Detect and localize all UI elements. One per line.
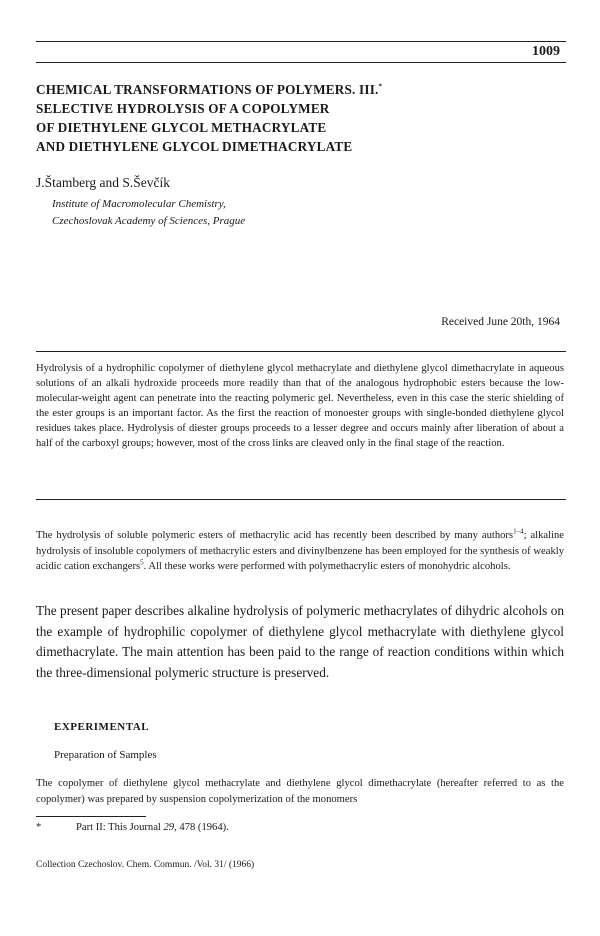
intro-paragraph-1: The hydrolysis of soluble polymeric esters of methacrylic acid has recently been described by many authors$^{1-4}$; alkaline hydrolysis of insoluble copolymers of methacrylic esters and divinylbenzene has been employed for the synthesis of weakly acidic cation exchangers$^5$. All these works were performed with polymethacrylic esters of monohydric alcohols.: [36, 527, 564, 572]
reference-1-4: 1–4: [513, 527, 524, 536]
experimental-paragraph-1: The copolymer of diethylene glycol methacrylate and diethylene glycol dimethacrylate (hereafter referred to as the copolymer) was prepared by suspension copolymerization of the monomers: [36, 778, 564, 805]
footnote-mark: *: [36, 822, 42, 833]
abstract-bottom-rule: [36, 499, 566, 500]
footnote: * Part II: This Journal 29, 478 (1964).: [36, 822, 229, 833]
journal-footer: Collection Czechoslov. Chem. Commun. /Vol. 31/ (1966): [36, 860, 255, 870]
header-rule-lower: [36, 62, 566, 63]
title-footnote-mark: *: [378, 82, 383, 91]
affiliation-line-2: Czechoslovak Academy of Sciences, Prague: [52, 215, 246, 227]
reference-5: 5: [140, 558, 144, 567]
footnote-rule: [36, 816, 146, 817]
page-number: 1009: [532, 44, 560, 59]
subheading-preparation: Preparation of Samples: [54, 749, 157, 761]
section-heading-experimental: EXPERIMENTAL: [54, 721, 150, 733]
affiliation: [52, 196, 245, 230]
header-rule: [36, 41, 566, 42]
title-line-2: SELECTIVE HYDROLYSIS OF A COPOLYMER: [36, 101, 330, 116]
abstract-top-rule: [36, 351, 566, 352]
title-line-1: CHEMICAL TRANSFORMATIONS OF POLYMERS. III.*: [36, 82, 383, 97]
title-line-3: OF DIETHYLENE GLYCOL METHACRYLATE: [36, 120, 327, 135]
authors: J.Štamberg and S.Ševčík: [36, 175, 170, 190]
abstract: Hydrolysis of a hydrophilic copolymer of diethylene glycol methacrylate and diethylene glycol dimethacrylate in aqueous solutions of an alkali hydroxide proceeds more readily than that of the analogous hydrophobic esters because the low-molecular-weight agent can penetrate into the reacting polymeric gel. Nevertheless, even in this case the steric shielding of the ester groups is an important factor. As the first the reaction of monoester groups with single-bonded diethylene glycol residues takes place. Hydrolysis of diester groups proceeds to a lesser degree and occurs mainly after liberation of about a half of the carboxyl groups; however, most of the cross links are cleaved only in the final stage of the reaction.: [36, 363, 564, 449]
intro-paragraph-2: The present paper describes alkaline hydrolysis of polymeric methacrylates of dihydric alcohols on the example of hydrophilic copolymer of diethylene glycol methacrylate with diethylene glycol dimethacrylate. The main attention has been paid to the range of reaction conditions within which the three-dimensional polymeric structure is preserved.: [36, 603, 564, 680]
footnote-volume: 29: [163, 822, 175, 833]
received-date: Received June 20th, 1964: [441, 316, 560, 328]
article-title: [36, 80, 566, 156]
affiliation-line-1: Institute of Macromolecular Chemistry,: [52, 198, 226, 210]
title-line-4: AND DIETHYLENE GLYCOL DIMETHACRYLATE: [36, 139, 353, 154]
